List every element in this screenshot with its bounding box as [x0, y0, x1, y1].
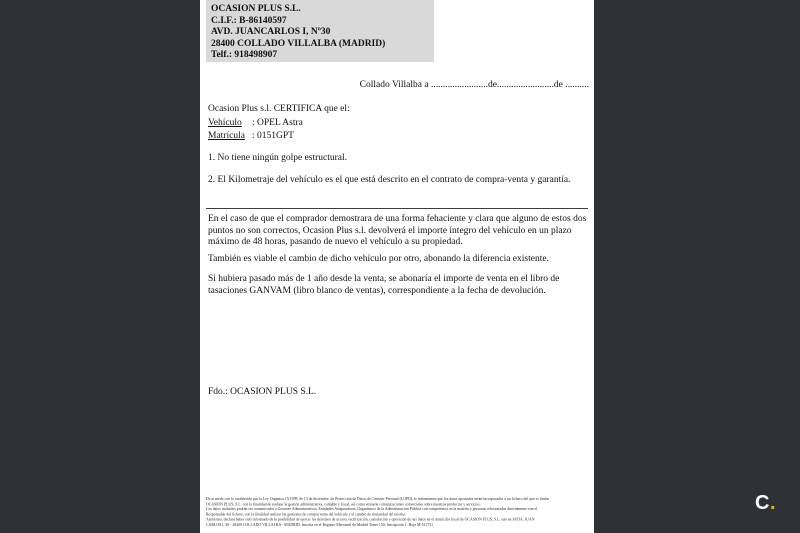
company-header-block — [206, 0, 434, 62]
company-city: 28400 COLLADO VILLALBA (MADRID) — [211, 38, 386, 49]
company-address: AVD. JUANCARLOS I, Nº30 — [211, 27, 331, 38]
company-name: OCASION PLUS S.L. — [211, 4, 301, 14]
divider-line — [206, 208, 588, 209]
certificate-point-1: 1. No tiene ningún golpe estructural. — [208, 153, 348, 163]
company-cif: C.I.F.: B-86140597 — [211, 15, 287, 26]
vehicle-label: Vehículo — [208, 118, 242, 128]
legal-fine-print — [206, 497, 595, 528]
vehicle-value: : OPEL Astra — [252, 118, 303, 128]
exchange-paragraph: También es viable el cambio de dicho vehículo por otro, abonando la diferencia existente. — [208, 254, 549, 264]
legal-line-6: CARLOS I, 30 - 28400 COLLADO VILLALBA - MADRID. Inscrita en el Registro Mercantil de Madrid Tomo 150, Inscripción 1, Hoja M-511731 — [206, 522, 434, 527]
certificate-point-2: 2. El Kilometraje del vehículo es el que está descrito en el contrato de compra-venta y garantía. — [208, 175, 571, 185]
plate-value: : 0151GPT — [252, 131, 294, 141]
refund-paragraph: En el caso de que el comprador demostrara de una forma fehaciente y clara que alguno de estos dos puntos no son correctos, Ocasion Plus s.l. devolverá el importe íntegro del vehículo en un plazo máximo de 48 horas, pasando de nuevo el vehículo a su propiedad. — [208, 214, 587, 247]
company-phone: Telf.: 918498907 — [211, 50, 278, 61]
legal-line-3: Los datos incluidos podrán ser comunicados a Gestores Administrativos, Entidades Aseguradoras, Organismos de la Administración Pública con competencia en la materia y personas relacionadas directamente con el — [206, 507, 538, 512]
certify-intro: Ocasion Plus s.l. CERTIFICA que el: — [208, 104, 350, 114]
date-line: Collado Villalba a ........................de........................de .......... — [359, 80, 589, 90]
vehicle-line — [208, 118, 303, 128]
logo-letter: C — [755, 492, 770, 514]
ganvam-paragraph: Si hubiera pasado más de 1 año desde la venta, se abonaría el importe de venta en el libro de tasaciones GANVAM (libro blanco de ventas), correspondiente a la fecha de devolución. — [208, 274, 560, 296]
signature-line: Fdo.: OCASION PLUS S.L. — [208, 387, 317, 397]
certificate-document — [200, 0, 594, 533]
plate-line — [208, 131, 294, 141]
logo-dot: . — [769, 492, 777, 514]
legal-line-5: Asimismo, declara haber sido informado de la posibilidad de ejercer los derechos de acceso, rectificación, cancelación y oposición de sus datos en el domicilio fiscal de OCASIÓN PLUS, S.L. sito en AVDA. JUAN — [206, 517, 535, 522]
legal-line-1: De acuerdo con lo establecido por la Ley Orgánica 15/1999, de 13 de diciembre, de Protección de Datos de Carácter Personal (LOPD), le informamos que los datos aportados serán incorporados a un fichero del que es titular — [206, 497, 549, 502]
plate-label: Matrícula — [208, 131, 245, 141]
coches-net-logo — [755, 492, 776, 515]
legal-line-2: OCASIÓN PLUS, S.L. con la finalidad de realizar la gestión administrativa, contable y fiscal, así como enviarle comunicaciones comerciales sobre nuestros productos y servicios. — [206, 502, 481, 507]
legal-line-4: Responsable del fichero, con la finalidad realizar las gestiones de compra venta del vehículo y el cambio de titularidad del mismo. — [206, 512, 406, 517]
